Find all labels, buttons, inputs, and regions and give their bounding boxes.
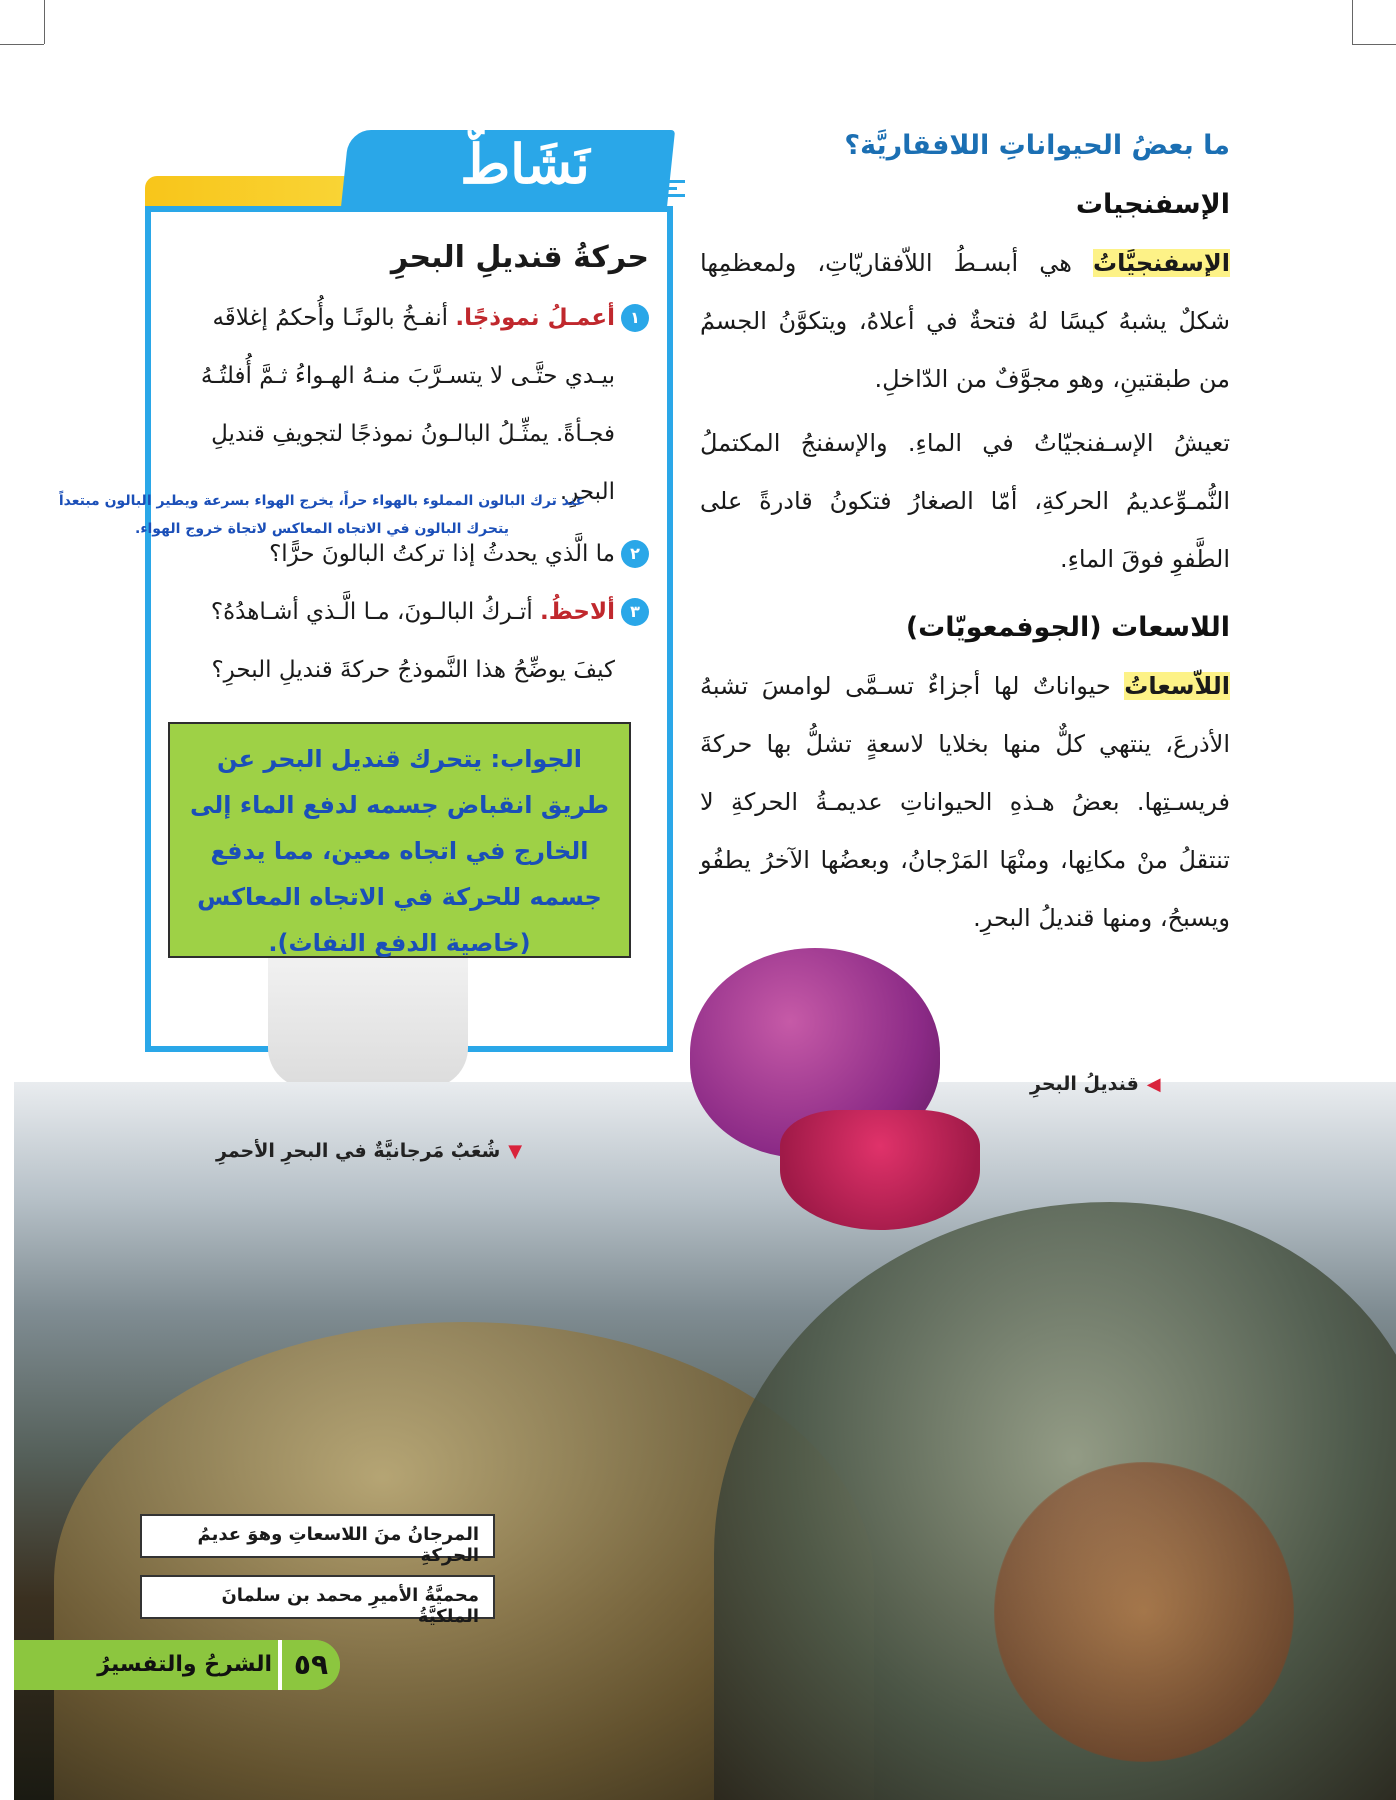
caption-pointer-icon: ▼	[508, 1141, 523, 1162]
coral-reef-photo	[14, 1082, 1396, 1800]
activity-title: حركةُ قنديلِ البحرِ	[390, 240, 649, 275]
crop-mark	[1352, 0, 1353, 44]
activity-tab-label: نَشَاطٌ	[460, 132, 590, 196]
cnidarians-term: اللاّسعاتُ	[1124, 672, 1230, 700]
activity-step-3-question: كيفَ يوضِّحُ هذا النَّموذجُ حركةَ قنديلِ البحرِ؟	[211, 657, 615, 683]
caption-pointer-icon: ◀	[1146, 1074, 1161, 1095]
handwritten-answer-line-1: عند ترك البالون المملوء بالهواء حراً، يخرج الهواء بسرعة ويطير البالون مبتعداً	[58, 493, 586, 509]
step-3-text: أتـركُ البالـونَ، مـا الَّـذي أشـاهدُهُ؟	[210, 599, 541, 625]
main-text-column	[700, 130, 1230, 947]
step-2-text: ما الَّذي يحدثُ إذا تركتُ البالونَ حرًّا؟	[269, 541, 615, 567]
jellyfish-caption: ◀قنديلُ البحرِ	[1030, 1073, 1161, 1095]
coral-note-label: المرجانُ منَ اللاسعاتِ وهوَ عديمُ الحركةِ	[140, 1514, 495, 1558]
sponges-paragraph-1: الإسفنجيَّاتُ هي أبسـطُ اللاّفقاريّاتِ، ولمعظمِها شكلٌ يشبهُ كيسًا لهُ فتحةٌ في أعلاهُ، ويتكوَّنُ الجسمُ من طبقتينِ، وهو مجوَّفٌ من الدّاخلِ.	[700, 249, 1230, 393]
coral-orange	[994, 1462, 1294, 1762]
sponges-paragraph-2: تعيشُ الإسـفنجيّاتُ في الماءِ. والإسفنجُ المكتملُ النُّمـوِّعديمُ الحركةِ، أمّا الصغارُ فتكونُ قادرةً على الطَّفوِ فوقَ الماءِ.	[700, 429, 1230, 573]
crop-mark	[0, 44, 44, 45]
person-illustration	[268, 958, 468, 1088]
handwritten-answer-line-2: يتحرك البالون في الاتجاه المعاكس لاتجاة خروج الهواء.	[135, 521, 509, 537]
crop-mark	[44, 0, 45, 44]
footer-section-label: الشرحُ والتفسيرُ	[97, 1652, 272, 1677]
answer-box: الجواب: يتحرك قنديل البحر عن طريق انقباض جسمه لدفع الماء إلى الخارج في اتجاه معين، مما يدفع جسمه للحركة في الاتجاه المعاكس (خاصية الدفع النفاث).	[168, 722, 631, 958]
jellyfish-tentacles	[780, 1110, 980, 1230]
section-question-heading: ما بعضُ الحيواناتِ اللافقاريَّة؟	[844, 130, 1230, 161]
cnidarians-heading: اللاسعات (الجوفمعويّات)	[905, 612, 1230, 643]
handwritten-answer	[22, 487, 622, 543]
step-number-1: ١	[621, 304, 649, 332]
step-1-text: أنفـخُ بالونًـا وأُحكمُ إغلاقَه بيـدي حتَّـى لا يتسـرَّبَ منـهُ الهـواءُ ثـمَّ أُفلتُـهُ فجـأةً. يمثِّـلُ البالـونُ نموذجًا لتجويفِ قنديلِ البحرِ.	[200, 305, 615, 505]
activity-decor-lines	[645, 180, 685, 201]
step-3-label: ألاحظُ.	[540, 599, 615, 625]
page-number: ٥٩	[278, 1640, 340, 1690]
crop-mark	[1352, 44, 1396, 45]
sponges-term: الإسفنجيَّاتُ	[1093, 249, 1230, 277]
activity-body	[165, 240, 649, 699]
reserve-label: محميَّةُ الأميرِ محمد بن سلمانَ الملكيَّةُ	[140, 1575, 495, 1619]
reef-caption: ▼شُعَبٌ مَرجانيَّةٌ في البحرِ الأحمرِ	[216, 1140, 523, 1162]
step-number-3: ٣	[621, 598, 649, 626]
page-footer	[14, 1640, 340, 1690]
cnidarians-paragraph: اللاّسعاتُ حيواناتٌ لها أجزاءٌ تسـمَّى لوامسَ تشبهُ الأذرعَ، ينتهي كلٌّ منها بخلايا لاسعةٍ تشلُّ بها حركةَ فريسـتِها. بعضُ هـذهِ الحيواناتِ عديمـةُ الحركةِ لا تنتقلُ منْ مكانِها، ومنْهَا المَرْجانُ، وبعضُها الآخرُ يطفُو ويسبحُ، ومنها قنديلُ البحرِ.	[700, 672, 1230, 932]
step-1-label: أعمـلُ نموذجًا.	[455, 305, 615, 331]
activity-step-3	[165, 583, 649, 641]
step-number-2: ٢	[621, 540, 649, 568]
sponges-heading: الإسفنجيات	[1075, 189, 1230, 220]
